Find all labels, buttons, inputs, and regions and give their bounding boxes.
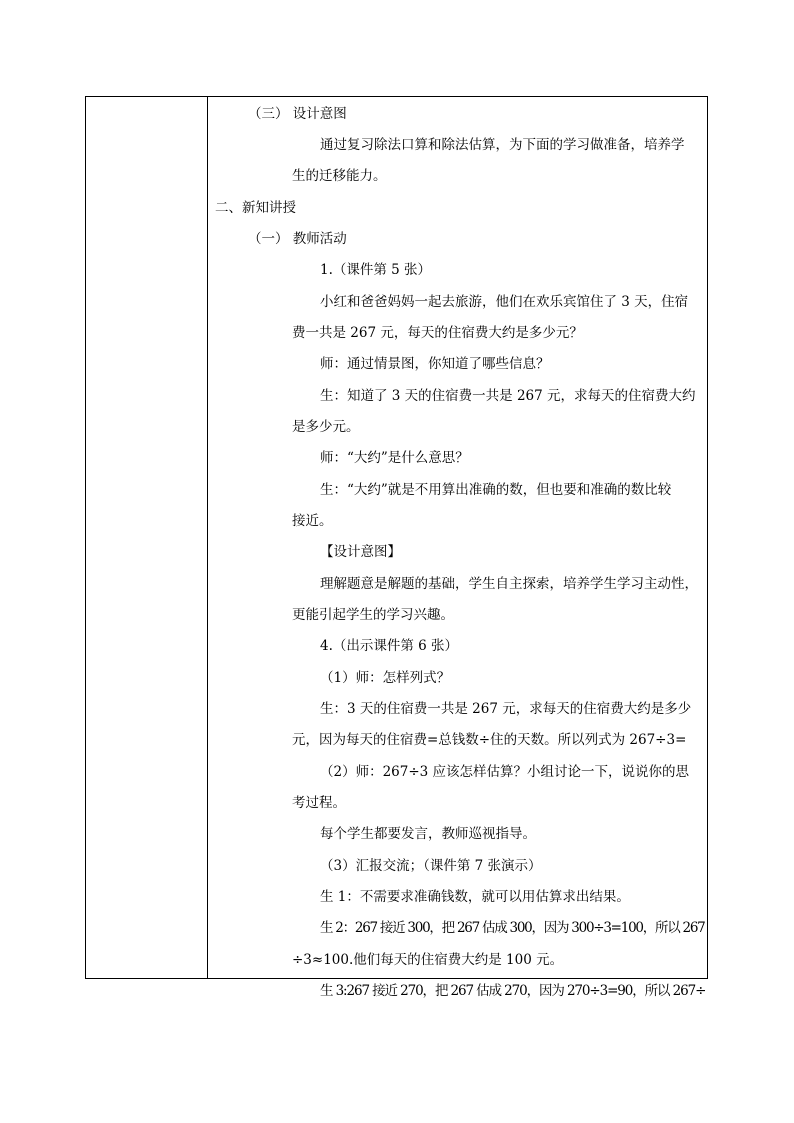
paragraph-line: 通过复习除法口算和除法估算，为下面的学习做准备，培养学 <box>320 137 685 153</box>
paragraph-line: （3）汇报交流；（课件第 7 张演示） <box>320 858 542 874</box>
paragraph-line: ÷3≈100.他们每天的住宿费大约是 100 元。 <box>292 952 564 968</box>
paragraph-line: 生 3:267 接近 270，把 267 估成 270，因为 270÷3=90，所以 267÷ <box>320 983 706 999</box>
paragraph-line: 考过程。 <box>292 795 346 811</box>
section-heading: （一） 教师活动 <box>248 231 347 247</box>
paragraph-line: 更能引起学生的学习兴趣。 <box>292 607 454 623</box>
paragraph-line: 小红和爸爸妈妈一起去旅游，他们在欢乐宾馆住了 3 天，住宿 <box>320 294 689 310</box>
paragraph-line: 生：“大约”就是不用算出准确的数，但也要和准确的数比较 <box>320 482 672 498</box>
paragraph-line: 师：通过情景图，你知道了哪些信息？ <box>320 356 550 372</box>
section-heading: 二、新知讲授 <box>215 200 296 216</box>
paragraph-line: 费一共是 267 元，每天的住宿费大约是多少元？ <box>292 325 583 341</box>
column-divider <box>207 97 208 978</box>
paragraph-line: 【设计意图】 <box>320 544 401 560</box>
paragraph-line: 理解题意是解题的基础，学生自主探索，培养学生学习主动性， <box>320 576 698 592</box>
paragraph-line: 生的迁移能力。 <box>292 168 387 184</box>
paragraph-line: 1.（课件第 5 张） <box>320 262 432 278</box>
paragraph-line: 生 2：267 接近 300，把 267 估成 300，因为 300÷3=100，所以 267 <box>320 920 705 936</box>
lesson-table <box>85 96 708 979</box>
paragraph-line: 每个学生都要发言，教师巡视指导。 <box>320 826 536 842</box>
paragraph-line: 师：“大约”是什么意思？ <box>320 450 469 466</box>
paragraph-line: 生 1：不需要求准确钱数，就可以用估算求出结果。 <box>320 889 630 905</box>
section-heading: （三） 设计意图 <box>248 106 347 122</box>
paragraph-line: 4.（出示课件第 6 张） <box>320 638 459 654</box>
paragraph-line: （2）师：267÷3 应该怎样估算？小组讨论一下，说说你的思 <box>320 764 690 780</box>
paragraph-line: 是多少元。 <box>292 419 360 435</box>
paragraph-line: 元，因为每天的住宿费=总钱数÷住的天数。所以列式为 267÷3= <box>292 732 687 748</box>
paragraph-line: 接近。 <box>292 513 333 529</box>
paragraph-line: 生：知道了 3 天的住宿费一共是 267 元，求每天的住宿费大约 <box>320 388 696 404</box>
paragraph-line: （1）师：怎样列式？ <box>320 670 451 686</box>
paragraph-line: 生：3 天的住宿费一共是 267 元，求每天的住宿费大约是多少 <box>320 701 692 717</box>
